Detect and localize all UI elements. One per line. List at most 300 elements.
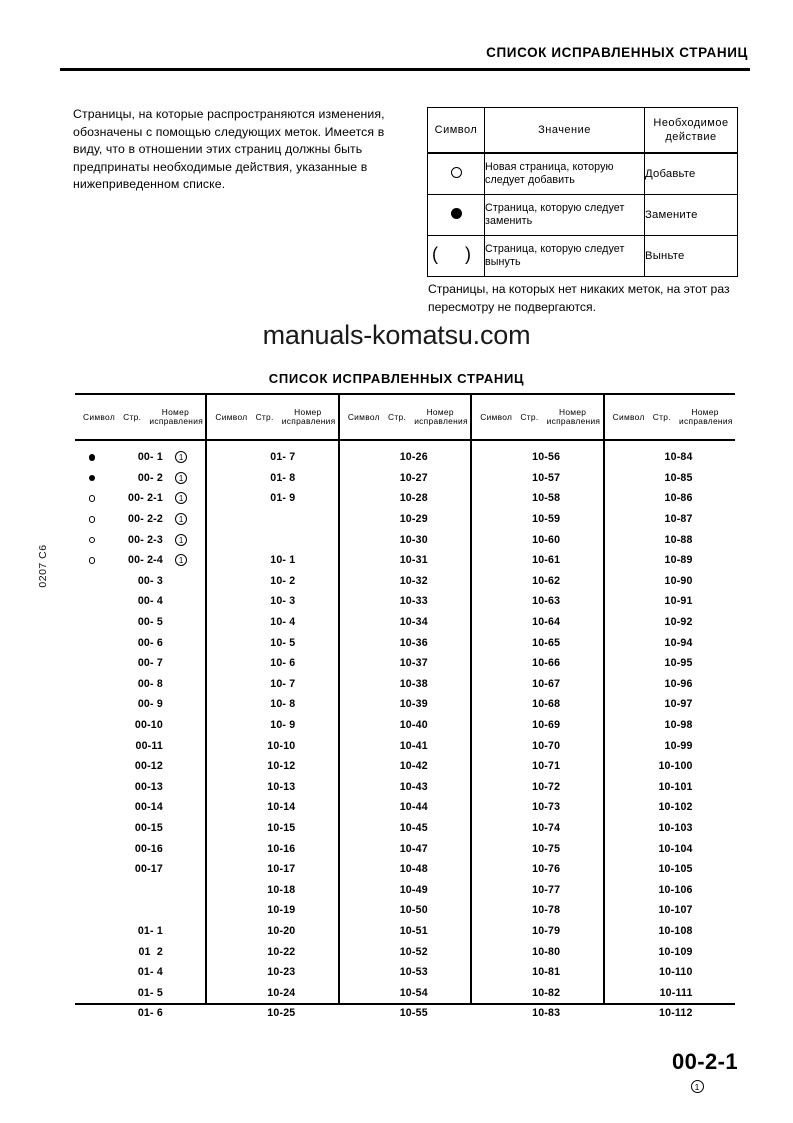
footer-page-number-block	[672, 1049, 738, 1095]
table-row	[605, 982, 735, 1003]
page-number-cell: 10-48	[399, 863, 428, 876]
page-number-cell: 10-57	[532, 471, 561, 484]
table-row	[472, 591, 602, 612]
page-number-cell: 10-94	[664, 636, 693, 649]
table-row	[207, 612, 337, 633]
legend-row-replace	[428, 195, 738, 236]
page-number-cell: 10-74	[532, 821, 561, 834]
page-number-cell: 10-59	[532, 513, 561, 526]
page-number-cell: 01- 1	[137, 924, 163, 937]
table-row	[472, 447, 602, 468]
page-number-cell: 10-65	[532, 636, 561, 649]
table-row	[75, 612, 205, 633]
revision-badge-icon: 1	[175, 472, 187, 484]
table-row	[75, 653, 205, 674]
table-row	[605, 941, 735, 962]
table-row	[472, 879, 602, 900]
table-row	[207, 653, 337, 674]
page-number-cell: 10-104	[658, 842, 693, 855]
page-number-cell: 00- 3	[137, 574, 163, 587]
page-number-cell: 10-64	[532, 616, 561, 629]
page-number-cell: 10-69	[532, 719, 561, 732]
table-row	[605, 962, 735, 983]
column-header-page: Стр.	[387, 412, 407, 422]
table-row	[472, 550, 602, 571]
table-row	[340, 488, 470, 509]
page-number-cell: 10-40	[399, 719, 428, 732]
table-row	[75, 1003, 205, 1024]
add-mark-icon	[75, 554, 109, 566]
table-row	[207, 488, 337, 509]
table-row	[75, 818, 205, 839]
page-number-cell: 10-44	[399, 801, 428, 814]
page-number-cell: 10-90	[664, 574, 693, 587]
page-number-cell: 10-50	[399, 904, 428, 917]
table-row	[75, 756, 205, 777]
revision-column-body	[472, 441, 602, 1024]
revision-number-cell	[163, 451, 205, 463]
page-number-cell: 10-81	[532, 966, 561, 979]
page-number-cell: 10-88	[664, 533, 693, 546]
table-row	[340, 777, 470, 798]
page-number-cell: 10-84	[664, 451, 693, 464]
page-number-cell: 10-45	[399, 821, 428, 834]
page-number-cell: 00-16	[134, 842, 163, 855]
page-number-cell: 01 2	[138, 945, 163, 958]
page-number-cell: 10-79	[532, 924, 561, 937]
page-header	[60, 44, 750, 62]
page-number-cell: 10-87	[664, 513, 693, 526]
column-header-revision: Номер исправления	[281, 406, 336, 426]
page-number-cell: 00- 2-1	[128, 492, 163, 505]
table-row	[472, 838, 602, 859]
table-row	[605, 777, 735, 798]
table-row	[207, 591, 337, 612]
revision-badge-icon: 1	[175, 492, 187, 504]
page-number-cell: 10-77	[532, 883, 561, 896]
table-row	[207, 571, 337, 592]
legend-table	[427, 107, 738, 277]
page-number-cell: 10-16	[267, 842, 296, 855]
legend-header-action: Необходимое действие	[645, 108, 738, 154]
table-row	[605, 879, 735, 900]
table-row	[472, 982, 602, 1003]
page-number-cell: 10-18	[267, 883, 296, 896]
table-row	[605, 694, 735, 715]
page-number-cell: 10-111	[659, 986, 693, 999]
table-row	[207, 859, 337, 880]
table-row	[207, 694, 337, 715]
intro-paragraph: Страницы, на которые распространяются изменения, обозначены с помощью следующих меток. Имеется в виду, что в отношении этих страниц должны быть предпринаты необходимые действия, указанные в нижеприведенном списке.	[73, 107, 385, 192]
page-number-cell: 00- 6	[137, 636, 163, 649]
table-row	[472, 818, 602, 839]
table-row	[472, 612, 602, 633]
page-number-cell: 00- 2-3	[128, 533, 163, 546]
add-mark-icon	[75, 492, 109, 504]
page-number-cell: 10-36	[399, 636, 428, 649]
page-number-cell: 10- 6	[270, 657, 296, 670]
table-row	[340, 591, 470, 612]
parentheses-icon: ( )	[432, 244, 482, 264]
revised-pages-table	[75, 393, 735, 1020]
page-number-cell: 00-10	[134, 719, 163, 732]
page-number-cell: 01- 4	[137, 966, 163, 979]
column-header-page: Стр.	[520, 412, 539, 422]
legend-row-add	[428, 153, 738, 195]
revision-badge-icon: 1	[175, 513, 187, 525]
header-divider	[60, 68, 750, 71]
table-row	[75, 529, 205, 550]
revision-number-cell	[163, 492, 205, 504]
column-header-symbol: Символ	[347, 412, 380, 422]
table-row	[472, 735, 602, 756]
table-row	[75, 715, 205, 736]
page-number-cell: 10-17	[267, 863, 296, 876]
page-number-cell: 01- 9	[270, 492, 296, 505]
page-number-cell: 10-83	[532, 1007, 561, 1020]
revision-column	[207, 395, 339, 1020]
table-row	[340, 921, 470, 942]
page-number-cell: 10- 8	[270, 698, 296, 711]
table-row	[340, 797, 470, 818]
side-code-label: 0207 C6	[37, 544, 49, 588]
table-row	[207, 777, 337, 798]
table-row	[605, 571, 735, 592]
table-row	[605, 653, 735, 674]
page-number-cell: 10-34	[399, 616, 428, 629]
table-row	[207, 632, 337, 653]
page-number-cell: 00-14	[134, 801, 163, 814]
table-row	[605, 632, 735, 653]
legend-meaning-cell: Новая страница, которую следует добавить	[485, 153, 645, 195]
table-row	[207, 921, 337, 942]
table-row	[605, 550, 735, 571]
page-number-cell: 10-20	[267, 924, 296, 937]
page-number-cell: 10-75	[532, 842, 561, 855]
page-number-cell: 10-29	[399, 513, 428, 526]
legend-symbol-cell	[428, 236, 485, 277]
table-row	[472, 900, 602, 921]
page-number-cell: 10-112	[659, 1007, 693, 1020]
revision-column-header	[207, 395, 337, 441]
page-number-cell: 10- 2	[270, 574, 296, 587]
page-number-cell: 10-32	[399, 574, 428, 587]
legend-header-row	[428, 108, 738, 154]
column-header-revision: Номер исправления	[546, 406, 601, 426]
page-number-cell: 10-27	[399, 471, 428, 484]
table-row	[75, 859, 205, 880]
table-row	[207, 756, 337, 777]
column-header-page: Стр.	[652, 412, 671, 422]
page-number-cell: 10-24	[267, 986, 296, 999]
table-row	[605, 735, 735, 756]
table-row	[472, 488, 602, 509]
page-number-cell: 10-63	[532, 595, 561, 608]
table-row	[340, 900, 470, 921]
column-header-revision: Номер исправления	[149, 406, 204, 426]
revision-column-header	[340, 395, 470, 441]
add-mark-icon	[75, 513, 109, 525]
page-number-cell: 10-41	[399, 739, 428, 752]
page-number-cell: 10-67	[532, 677, 561, 690]
revision-column	[472, 395, 604, 1020]
table-row	[605, 509, 735, 530]
page-number-cell: 00- 9	[137, 698, 163, 711]
table-row	[207, 838, 337, 859]
legend-action-cell: Добавьте	[645, 153, 738, 195]
table-row	[605, 859, 735, 880]
page-number-cell: 10-86	[664, 492, 693, 505]
page-number-cell: 10-43	[399, 780, 428, 793]
page-number-cell: 00- 2-2	[128, 513, 163, 526]
table-row	[75, 674, 205, 695]
page-number-cell: 00-15	[134, 821, 163, 834]
table-row	[75, 694, 205, 715]
table-row	[207, 447, 337, 468]
page-number-cell: 10-105	[658, 863, 693, 876]
open-circle-icon	[451, 167, 462, 178]
page-number-cell: 10-95	[664, 657, 693, 670]
page-number-cell: 10-68	[532, 698, 561, 711]
table-row	[605, 715, 735, 736]
page-number-cell: 10-108	[658, 924, 693, 937]
table-row	[340, 982, 470, 1003]
table-row	[207, 797, 337, 818]
table-row	[75, 571, 205, 592]
table-row	[605, 921, 735, 942]
table-row	[472, 921, 602, 942]
page-number-cell: 10-96	[664, 677, 693, 690]
table-row	[207, 900, 337, 921]
table-row	[340, 818, 470, 839]
table-row	[472, 674, 602, 695]
table-row	[207, 941, 337, 962]
page-number-cell: 10-12	[267, 760, 296, 773]
table-row	[605, 488, 735, 509]
page-number-cell: 10-15	[267, 821, 296, 834]
table-row	[75, 488, 205, 509]
page-number-cell: 10-91	[664, 595, 693, 608]
page-number-cell: 10-109	[658, 945, 693, 958]
table-row	[340, 838, 470, 859]
footer-badge-wrap	[672, 1077, 738, 1095]
table-row	[340, 447, 470, 468]
table-row	[605, 797, 735, 818]
revision-column-body	[207, 441, 337, 1024]
page-number-cell: 10- 9	[270, 719, 296, 732]
revision-column	[75, 395, 207, 1020]
page-number-cell: 00- 2-4	[128, 554, 163, 567]
page-number-cell: 10- 1	[270, 554, 296, 567]
page-number-cell: 10-55	[399, 1007, 428, 1020]
page-number-cell: 10-110	[659, 966, 693, 979]
table-row	[340, 694, 470, 715]
page-number-cell: 10-103	[658, 821, 693, 834]
revision-number-cell	[163, 554, 205, 566]
replace-mark-icon	[75, 451, 109, 463]
page-number-cell: 10-14	[267, 801, 296, 814]
page-number-cell: 00-11	[135, 739, 163, 752]
page-number-cell: 00- 2	[137, 471, 163, 484]
table-row	[340, 509, 470, 530]
section-title: СПИСОК ИСПРАВЛЕННЫХ СТРАНИЦ	[268, 371, 525, 386]
table-row	[340, 468, 470, 489]
column-header-revision: Номер исправления	[414, 406, 468, 426]
page-number-cell: 10-33	[399, 595, 428, 608]
page-number-cell: 10- 3	[270, 595, 296, 608]
page-number-cell: 10-26	[399, 451, 428, 464]
table-row	[207, 674, 337, 695]
column-header-page: Стр.	[255, 412, 274, 422]
table-row	[472, 715, 602, 736]
table-row	[472, 529, 602, 550]
page-number-cell: 10-47	[399, 842, 428, 855]
table-row	[605, 900, 735, 921]
table-row	[340, 756, 470, 777]
page-number-cell: 10-23	[267, 966, 296, 979]
add-mark-icon	[75, 534, 109, 546]
table-row	[75, 982, 205, 1003]
revision-column-body	[605, 441, 735, 1024]
page-number-cell: 10-82	[532, 986, 561, 999]
page-number-cell: 00-17	[134, 863, 163, 876]
table-row	[75, 900, 205, 921]
table-row	[472, 571, 602, 592]
table-row	[75, 941, 205, 962]
column-header-symbol: Символ	[215, 412, 248, 422]
table-row	[75, 468, 205, 489]
table-row	[340, 653, 470, 674]
filled-circle-icon	[451, 208, 462, 219]
page-number-cell: 10-31	[399, 554, 428, 567]
table-row	[605, 838, 735, 859]
table-row	[340, 674, 470, 695]
table-row	[207, 715, 337, 736]
page-number-cell: 10-13	[267, 780, 296, 793]
table-row	[75, 735, 205, 756]
page-number-cell: 10-37	[399, 657, 428, 670]
table-row	[75, 632, 205, 653]
watermark-text: manuals-komatsu.com	[262, 320, 531, 350]
table-row	[75, 777, 205, 798]
table-row	[472, 756, 602, 777]
table-row	[472, 653, 602, 674]
replace-mark-icon	[75, 472, 109, 484]
table-row	[472, 859, 602, 880]
table-row	[75, 797, 205, 818]
column-header-symbol: Символ	[83, 412, 115, 422]
page-number-cell: 10-61	[532, 554, 561, 567]
revision-badge-icon: 1	[175, 534, 187, 546]
revision-column-body	[75, 441, 205, 1024]
table-row	[340, 962, 470, 983]
table-row	[605, 529, 735, 550]
legend-meaning-cell: Страница, которую следует заменить	[485, 195, 645, 236]
page-number-cell: 10-97	[664, 698, 693, 711]
table-row	[605, 756, 735, 777]
page-number-cell: 10-30	[399, 533, 428, 546]
table-row	[472, 468, 602, 489]
table-row	[472, 509, 602, 530]
page-number-cell: 10-42	[399, 760, 428, 773]
table-row	[472, 632, 602, 653]
legend-header-meaning: Значение	[485, 108, 645, 154]
table-row	[207, 509, 337, 530]
page-number-cell: 10-89	[664, 554, 693, 567]
page-number-cell: 10-53	[399, 966, 428, 979]
page-title: СПИСОК ИСПРАВЛЕННЫХ СТРАНИЦ	[486, 45, 748, 60]
page-number-cell: 10-76	[532, 863, 561, 876]
page-number-cell: 10-52	[399, 945, 428, 958]
page-number-cell: 00- 5	[137, 616, 163, 629]
table-row	[340, 550, 470, 571]
page-number-cell: 10-70	[532, 739, 561, 752]
page-number-cell: 01- 8	[270, 471, 296, 484]
page-number-cell: 10-92	[664, 616, 693, 629]
page-number-cell: 00-13	[134, 780, 163, 793]
table-row	[340, 941, 470, 962]
table-row	[75, 962, 205, 983]
table-row	[472, 777, 602, 798]
page-number-cell: 10-85	[664, 471, 693, 484]
page-number-cell: 10-38	[399, 677, 428, 690]
table-row	[472, 797, 602, 818]
revision-badge-icon: 1	[175, 554, 187, 566]
note-paragraph: Страницы, на которых нет никаких меток, на этот раз пересмотру не подвергаются.	[428, 282, 730, 314]
page-number-cell: 10-72	[532, 780, 561, 793]
table-row	[75, 509, 205, 530]
page-number-cell: 10-66	[532, 657, 561, 670]
table-row	[605, 818, 735, 839]
table-row	[605, 612, 735, 633]
page-number-cell: 10- 7	[270, 677, 296, 690]
table-row	[605, 447, 735, 468]
table-row	[75, 879, 205, 900]
page-number-cell: 00- 8	[137, 677, 163, 690]
page-number-cell: 00- 1	[137, 451, 163, 464]
table-row	[207, 879, 337, 900]
table-row	[207, 1003, 337, 1024]
page-number-cell: 01- 5	[137, 986, 163, 999]
page-number-cell: 10-107	[658, 904, 693, 917]
page-number-cell: 10-54	[399, 986, 428, 999]
table-row	[207, 735, 337, 756]
revision-badge-icon: 1	[691, 1080, 704, 1093]
page-number-cell: 00-12	[134, 760, 163, 773]
page-number-cell: 10-106	[658, 883, 693, 896]
revision-number-cell	[163, 534, 205, 546]
table-row	[340, 571, 470, 592]
legend-header-symbol: Символ	[428, 108, 485, 154]
table-row	[340, 715, 470, 736]
page-number-cell: 10-62	[532, 574, 561, 587]
revision-number-cell	[163, 472, 205, 484]
footer-page-number: 00-2-1	[672, 1049, 738, 1074]
page-number-cell: 01- 7	[270, 451, 296, 464]
table-row	[75, 921, 205, 942]
page-number-cell: 00- 7	[137, 657, 163, 670]
table-row	[207, 468, 337, 489]
revision-number-cell	[163, 513, 205, 525]
table-row	[340, 529, 470, 550]
table-row	[605, 674, 735, 695]
column-header-revision: Номер исправления	[679, 406, 733, 426]
legend-meaning-cell: Страница, которую следует вынуть	[485, 236, 645, 277]
page-number-cell: 10-19	[267, 904, 296, 917]
table-row	[340, 612, 470, 633]
legend-action-cell: Замените	[645, 195, 738, 236]
page-number-cell: 10-49	[399, 883, 428, 896]
